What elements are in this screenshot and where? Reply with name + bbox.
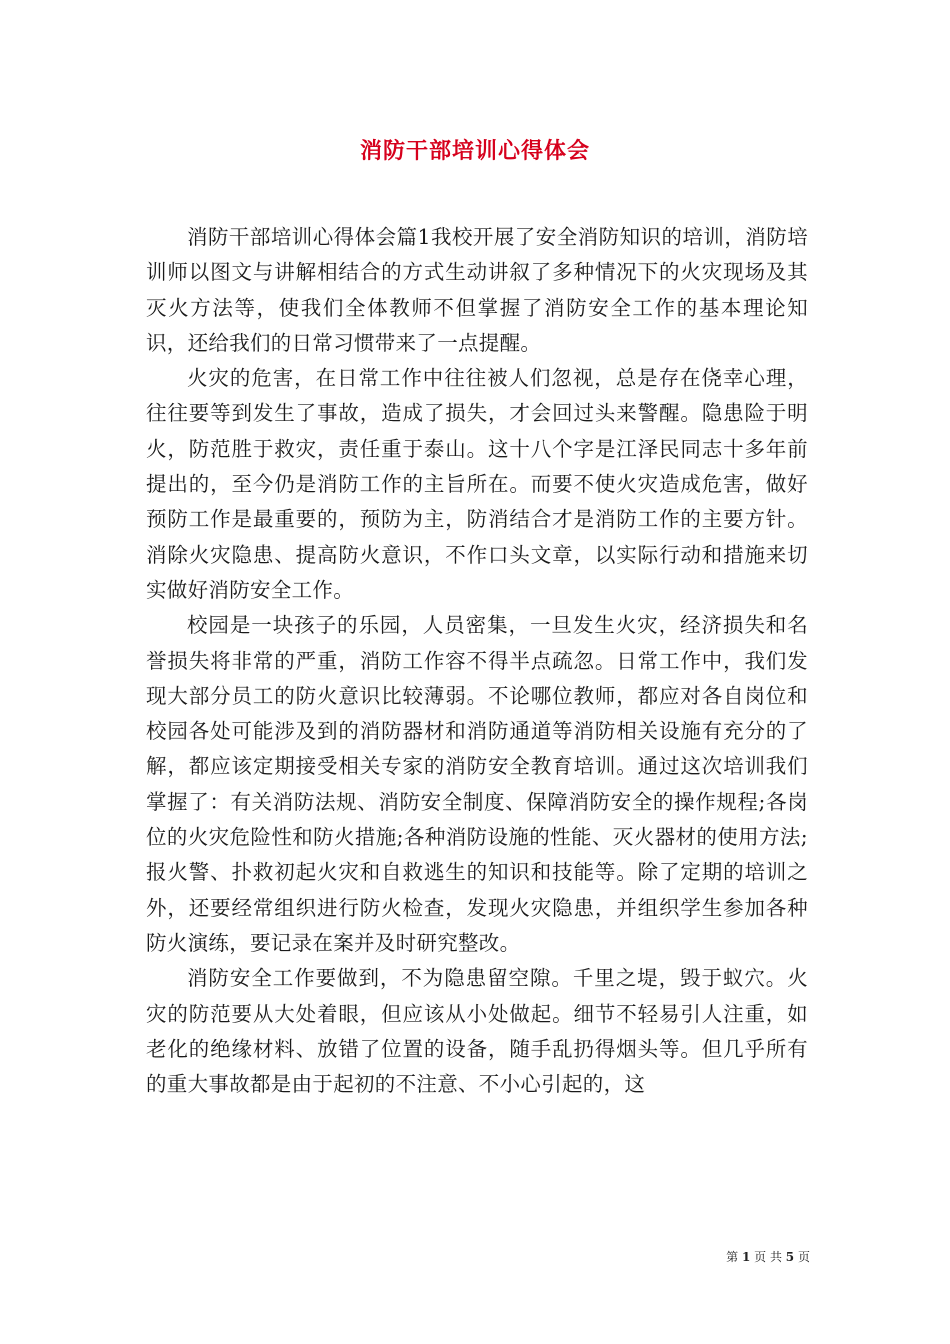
paragraph-2: 火灾的危害，在日常工作中往往被人们忽视，总是存在侥幸心理，往往要等到发生了事故，造成了损失，才会回过头来警醒。隐患险于明火，防范胜于救灾，责任重于泰山。这十八个字是江泽民同志十多年前提出的，至今仍是消防工作的主旨所在。而要不使火灾造成危害，做好预防工作是最重要的，预防为主，防消结合才是消防工作的主要方针。消除火灾隐患、提高防火意识，不作口头文章，以实际行动和措施来切实做好消防安全工作。 [146, 366, 808, 602]
paragraph-3: 校园是一块孩子的乐园，人员密集，一旦发生火灾，经济损失和名誉损失将非常的严重，消防工作容不得半点疏忽。日常工作中，我们发现大部分员工的防火意识比较薄弱。不论哪位教师，都应对各自岗位和校园各处可能涉及到的消防器材和消防通道等消防相关设施有充分的了解，都应该定期接受相关专家的消防安全教育培训。通过这次培训我们掌握了：有关消防法规、消防安全制度、保障消防安全的操作规程;各岗位的火灾危险性和防火措施;各种消防设施的性能、灭火器材的使用方法;报火警、扑救初起火灾和自救逃生的知识和技能等。除了定期的培训之外，还要经常组织进行防火检查，发现火灾隐患，并组织学生参加各种防火演练，要记录在案并及时研究整改。 [146, 613, 808, 955]
total-pages-number: 5 [785, 1250, 795, 1264]
paragraph-4: 消防安全工作要做到，不为隐患留空隙。千里之堤，毁于蚁穴。火灾的防范要从大处着眼，但应该从小处做起。细节不轻易引人注重，如老化的绝缘材料、放错了位置的设备，随手乱扔得烟头等。但几乎所有的重大事故都是由于起初的不注意、不小心引起的，这 [146, 966, 808, 1097]
paragraph-1: 消防干部培训心得体会篇1我校开展了安全消防知识的培训，消防培训师以图文与讲解相结合的方式生动讲叙了多种情况下的火灾现场及其灭火方法等，使我们全体教师不但掌握了消防安全工作的基本理论知识，还给我们的日常习惯带来了一点提醒。 [146, 225, 808, 355]
document-title: 消防干部培训心得体会 [359, 138, 590, 164]
footer-prefix: 第 [726, 1250, 739, 1264]
footer-middle: 页 共 [754, 1250, 782, 1264]
current-page-number: 1 [741, 1250, 751, 1264]
page-footer [700, 1248, 810, 1265]
document-body [146, 220, 808, 1102]
footer-suffix: 页 [797, 1250, 810, 1264]
